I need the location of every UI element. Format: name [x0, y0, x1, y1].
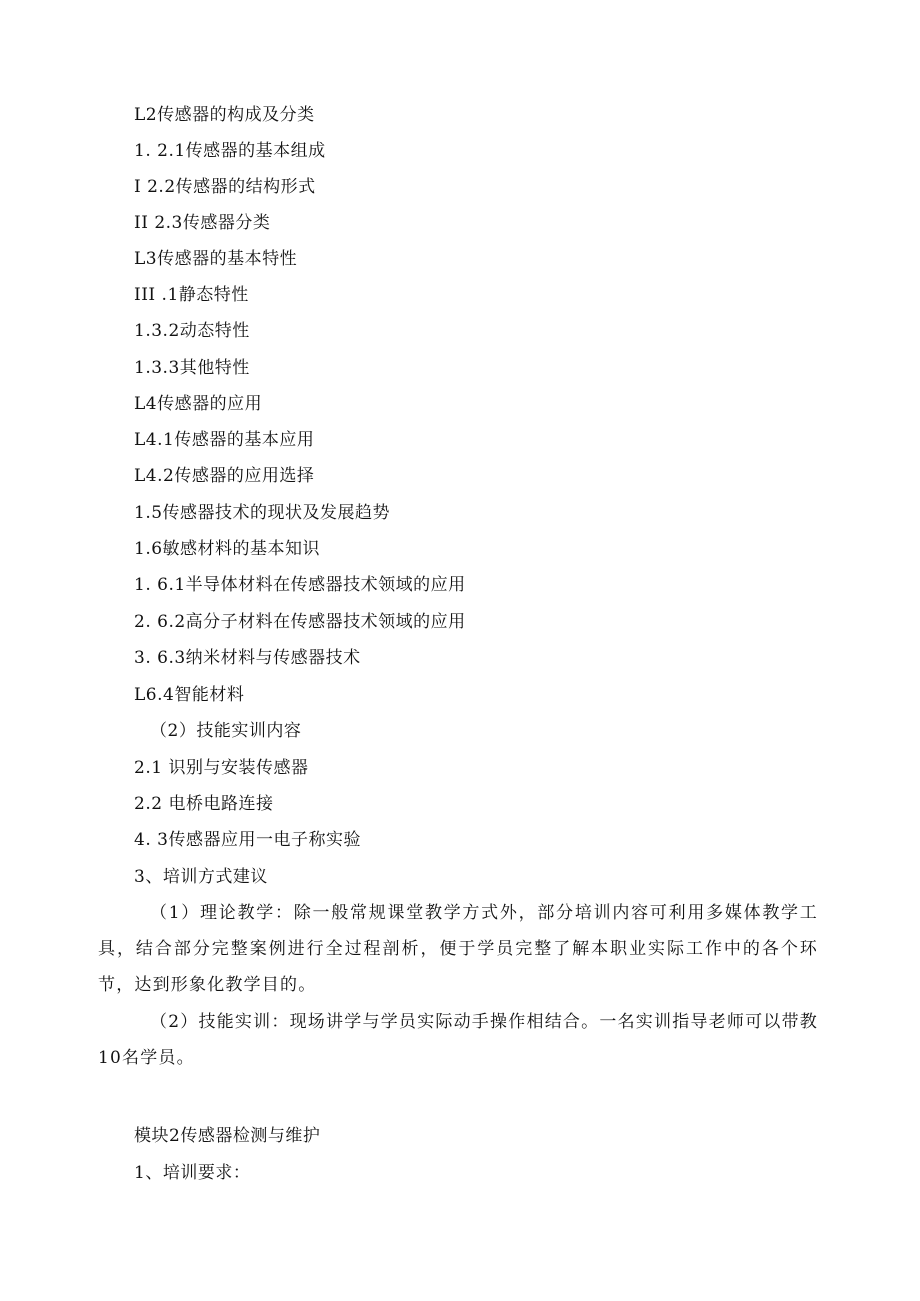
item-4-3: 4. 3传感器应用一电子称实验 — [134, 830, 361, 850]
item-1-3-2: 1.3.2动态特性 — [134, 321, 250, 341]
item-1-4-1: L4.1传感器的基本应用 — [134, 430, 315, 450]
section-skill-training: （2）技能实训内容 — [150, 721, 302, 741]
item-1-6-1: 1. 6.1半导体材料在传感器技术领域的应用 — [134, 575, 466, 595]
heading-1-4: L4传感器的应用 — [134, 394, 263, 414]
heading-1-5: 1.5传感器技术的现状及发展趋势 — [134, 503, 391, 523]
paragraph-theory-teaching: （1）理论教学：除一般常规课堂教学方式外，部分培训内容可利用多媒体教学工具，结合部分完整案例进行全过程剖析，便于学员完整了解本职业实际工作中的各个环节，达到形象化教学目的。 — [98, 903, 818, 995]
item-1-4-2: L4.2传感器的应用选择 — [134, 466, 315, 486]
item-2-1: 2.1 识别与安装传感器 — [134, 758, 309, 778]
item-1-2-3: II 2.3传感器分类 — [134, 213, 271, 233]
item-1-6-2: 2. 6.2高分子材料在传感器技术领域的应用 — [134, 612, 466, 632]
item-1-6-4: L6.4智能材料 — [134, 685, 245, 705]
heading-training-method: 3、培训方式建议 — [134, 867, 268, 887]
heading-1-2: L2传感器的构成及分类 — [134, 105, 315, 125]
item-1-2-1: 1. 2.1传感器的基本组成 — [134, 141, 326, 161]
item-1-3-3: 1.3.3其他特性 — [134, 358, 250, 378]
item-1-6-3: 3. 6.3纳米材料与传感器技术 — [134, 648, 361, 668]
heading-1-6: 1.6敏感材料的基本知识 — [134, 539, 321, 559]
module-2-title: 模块2传感器检测与维护 — [134, 1126, 321, 1146]
paragraph-skill-training: （2）技能实训：现场讲学与学员实际动手操作相结合。一名实训指导老师可以带教10名学员。 — [98, 1012, 818, 1068]
item-1-2-2: I 2.2传感器的结构形式 — [134, 177, 316, 197]
item-2-2: 2.2 电桥电路连接 — [134, 794, 274, 814]
heading-1-3: L3传感器的基本特性 — [134, 249, 298, 269]
module-2-requirements: 1、培训要求： — [134, 1163, 251, 1183]
item-1-3-1: III .1静态特性 — [134, 285, 249, 305]
